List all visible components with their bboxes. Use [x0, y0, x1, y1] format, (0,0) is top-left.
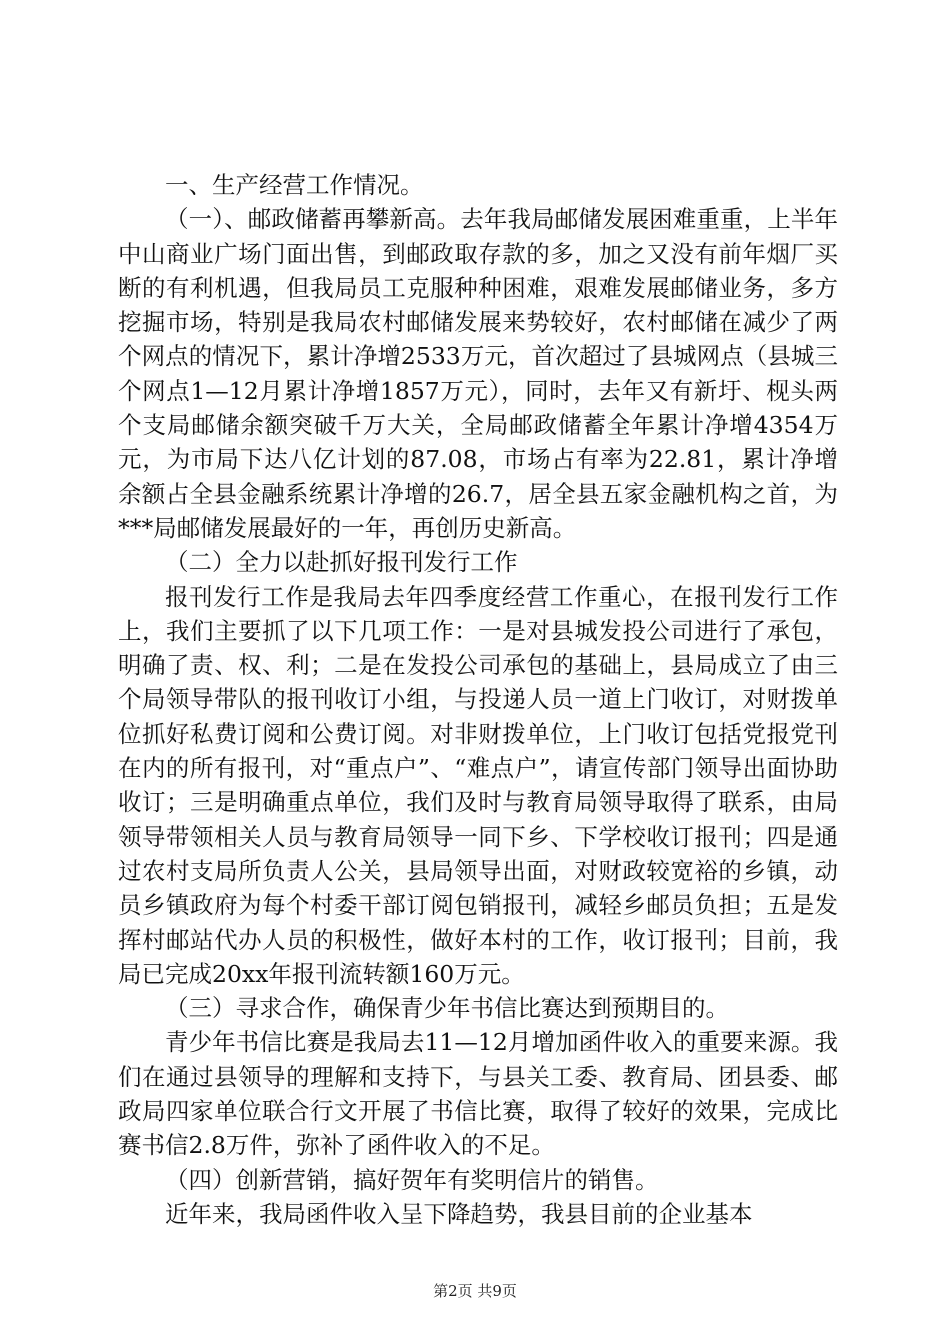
- paragraph-newspaper-distribution: 报刊发行工作是我局去年四季度经营工作重心，在报刊发行工作上，我们主要抓了以下几项工作：一是对县城发投公司进行了承包，明确了责、权、利；二是在发投公司承包的基础上，县局成立了由三个局领导带队的报刊收订小组，与投递人员一道上门收订，对财拨单位抓好私费订阅和公费订阅。对非财拨单位，上门收订包括党报党刊在内的所有报刊，对“重点户”、“难点户”，请宣传部门领导出面协助收订；三是明确重点单位，我们及时与教育局领导取得了联系，由局领导带领相关人员与教育局领导一同下乡、下学校收订报刊；四是通过农村支局所负责人公关，县局领导出面，对财政较宽裕的乡镇，动员乡镇政府为每个村委干部订阅包销报刊，减轻乡邮员负担；五是发挥村邮站代办人员的积极性，做好本村的工作，收订报刊；目前，我局已完成20xx年报刊流转额160万元。: [118, 582, 838, 988]
- paragraph-letter-contest: 青少年书信比赛是我局去11—12月增加函件收入的重要来源。我们在通过县领导的理解和支持下，与县关工委、教育局、团县委、邮政局四家单位联合行文开展了书信比赛，取得了较好的效果，完成比赛书信2.8万件，弥补了函件收入的不足。: [118, 1028, 838, 1160]
- page-footer: 第2页 共9页: [433, 1282, 517, 1300]
- subheading-letter-contest: （三）寻求合作，确保青少年书信比赛达到预期目的。: [165, 994, 729, 1023]
- paragraph-greeting-cards: 近年来，我局函件收入呈下降趋势，我县目前的企业基本: [165, 1199, 753, 1228]
- subheading-newspaper-distribution: （二）全力以赴抓好报刊发行工作: [165, 548, 518, 577]
- document-body: [118, 168, 838, 1231]
- subheading-greeting-cards: （四）创新营销，搞好贺年有奖明信片的销售。: [165, 1165, 659, 1194]
- paragraph-postal-savings: （一）、邮政储蓄再攀新高。去年我局邮储发展困难重重，上半年中山商业广场门面出售，到邮政取存款的多，加之又没有前年烟厂买断的有利机遇，但我局员工克服种种困难，艰难发展邮储业务，多方挖掘市场，特别是我局农村邮储发展来势较好，农村邮储在减少了两个网点的情况下，累计净增2533万元，首次超过了县城网点（县城三个网点1—12月累计净增1857万元），同时，去年又有新圩、枧头两个支局邮储余额突破千万大关，全局邮政储蓄全年累计净增4354万元，为市局下达八亿计划的87.08，市场占有率为22.81，累计净增余额占全县金融系统累计净增的26.7，居全县五家金融机构之首，为***局邮储发展最好的一年，再创历史新高。: [118, 205, 838, 542]
- section-heading: 一、生产经营工作情况。: [165, 171, 424, 199]
